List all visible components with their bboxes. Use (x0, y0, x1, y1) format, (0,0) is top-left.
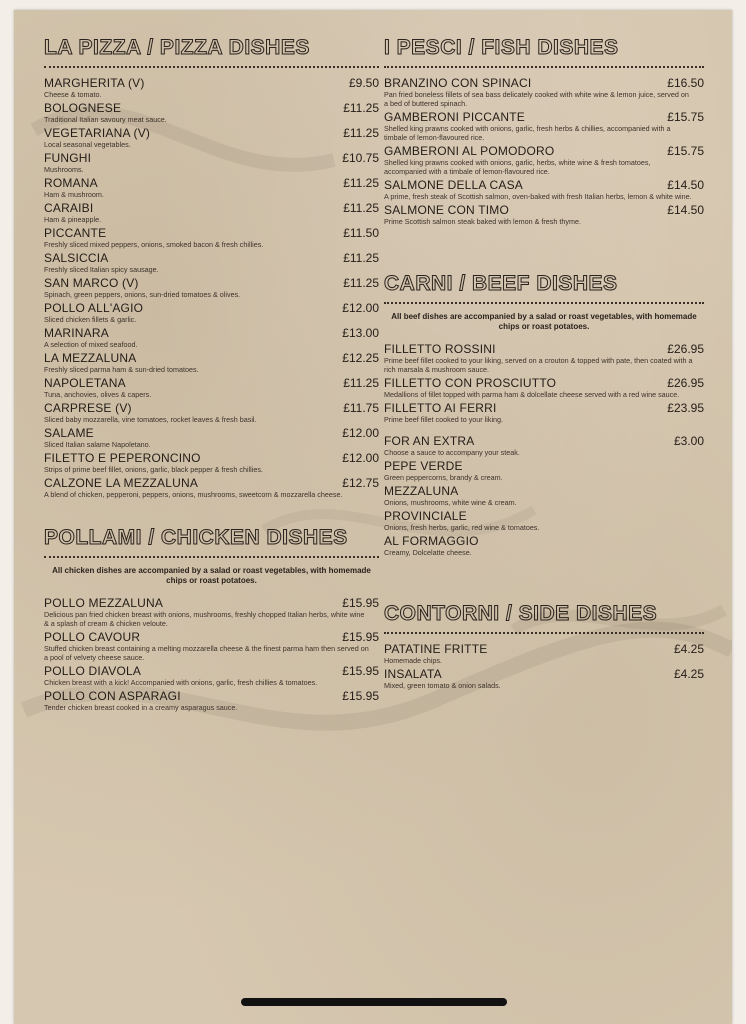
menu-item (384, 144, 704, 176)
menu-item (44, 689, 379, 712)
menu-item-description: Tuna, anchovies, olives & capers. (44, 390, 152, 399)
menu-item-name: BOLOGNESE (44, 101, 122, 115)
menu-item-description: Shelled king prawns cooked with onions, garlic, fresh herbs & chillies, accompanied with a timbale of lemon-flavoured rice. (384, 124, 671, 142)
dotted-divider (44, 66, 379, 68)
menu-item (44, 126, 379, 149)
menu-item-price: £4.25 (673, 642, 704, 656)
menu-item-price: £15.75 (667, 144, 704, 158)
menu-item-name: FILLETTO AI FERRI (384, 401, 497, 415)
menu-item-name: SALAME (44, 426, 94, 440)
chicken-section (44, 526, 379, 714)
menu-item-description: Stuffed chicken breast containing a melting mozzarella cheese & the finest parma ham then served on a pool of velvety cheese sauce. (44, 644, 369, 662)
menu-item (44, 596, 379, 628)
menu-item-description: Sliced baby mozzarella, vine tomatoes, rocket leaves & fresh basil. (44, 415, 257, 424)
menu-item-price: £9.50 (348, 76, 379, 90)
menu-item-price: £12.75 (342, 476, 379, 490)
section-title: I PESCI / FISH DISHES (384, 36, 619, 59)
menu-item-price: £11.25 (343, 376, 379, 390)
section-title: POLLAMI / CHICKEN DISHES (44, 526, 348, 549)
menu-item-price: £12.00 (342, 426, 379, 440)
menu-item-description: Creamy, Dolcelatte cheese. (384, 548, 472, 557)
menu-item-row (44, 664, 379, 678)
menu-item-name: POLLO ALL'AGIO (44, 301, 144, 315)
menu-item-description: A prime, fresh steak of Scottish salmon, oven-baked with fresh Italian herbs, lemon & white wine. (384, 192, 692, 201)
menu-item-description: Traditional Italian savoury meat sauce. (44, 115, 167, 124)
menu-item (384, 376, 704, 399)
menu-page (14, 10, 732, 1024)
section-note: All chicken dishes are accompanied by a salad or roast vegetables, with homemade chips or roast potatoes. (52, 566, 371, 585)
menu-item-price: £11.25 (343, 176, 379, 190)
menu-item-price: £11.25 (343, 251, 379, 265)
menu-item-price: £15.95 (342, 630, 379, 644)
menu-item-description: Choose a sauce to accompany your steak. (384, 448, 520, 457)
menu-item-price: £15.95 (342, 689, 379, 703)
menu-item-name: GAMBERONI AL POMODORO (384, 144, 555, 158)
menu-item-description: Cheese & tomato. (44, 90, 102, 99)
menu-item-name: GAMBERONI PICCANTE (384, 110, 525, 124)
menu-item-row (44, 596, 379, 610)
menu-item-row (384, 342, 704, 356)
menu-item-description: Prime beef fillet cooked to your liking. (384, 415, 504, 424)
menu-item-name: VEGETARIANA (V) (44, 126, 151, 140)
menu-item-price: £3.00 (673, 434, 704, 448)
chicken-items (44, 596, 379, 712)
menu-item-price: £11.25 (343, 101, 379, 115)
menu-item (44, 176, 379, 199)
dotted-divider (384, 302, 704, 304)
menu-item-description: Green peppercorns, brandy & cream. (384, 473, 503, 482)
menu-item (384, 459, 704, 482)
menu-item-description: Freshly sliced Italian spicy sausage. (44, 265, 159, 274)
menu-item-name: FOR AN EXTRA (384, 434, 475, 448)
menu-item-row (384, 642, 704, 656)
menu-item (44, 326, 379, 349)
menu-item (384, 667, 704, 690)
menu-item-name: PATATINE FRITTE (384, 642, 488, 656)
menu-item-row (44, 630, 379, 644)
menu-item-name: SAN MARCO (V) (44, 276, 139, 290)
pizza-items (44, 76, 379, 499)
menu-item-row (44, 451, 379, 465)
menu-item-description: A blend of chicken, pepperoni, peppers, onions, mushrooms, sweetcorn & mozzarella cheese. (44, 490, 343, 499)
menu-item (384, 203, 704, 226)
menu-item-price: £15.95 (342, 664, 379, 678)
menu-item-description: Delicious pan fried chicken breast with onions, mushrooms, freshly chopped Italian herbs, white wine & a splash of cream & chicken veloute. (44, 610, 365, 628)
menu-item (44, 101, 379, 124)
menu-item-name: POLLO CAVOUR (44, 630, 141, 644)
menu-item-description: Pan fried boneless fillets of sea bass delicately cooked with white wine & lemon juice, served on a bed of buttered spinach. (384, 90, 689, 108)
menu-item-row (44, 401, 379, 415)
menu-item-name: BRANZINO CON SPINACI (384, 76, 532, 90)
menu-item-price: £12.00 (342, 451, 379, 465)
menu-item (44, 376, 379, 399)
sides-section (384, 602, 704, 692)
menu-item-row (384, 459, 704, 473)
menu-item-price: £15.75 (667, 110, 704, 124)
menu-item (44, 630, 379, 662)
menu-item-row (44, 326, 379, 340)
menu-item (44, 151, 379, 174)
home-indicator[interactable] (241, 998, 507, 1006)
menu-item-row (384, 178, 704, 192)
menu-item-name: POLLO DIAVOLA (44, 664, 142, 678)
menu-item-row (384, 484, 704, 498)
menu-item-row (44, 101, 379, 115)
menu-item-price: £14.50 (667, 178, 704, 192)
menu-item (44, 401, 379, 424)
menu-item (384, 484, 704, 507)
menu-item (384, 110, 704, 142)
menu-item (384, 434, 704, 457)
menu-item-row (44, 689, 379, 703)
dotted-divider (44, 556, 379, 558)
menu-item-name: NAPOLETANA (44, 376, 126, 390)
menu-item-row (44, 376, 379, 390)
menu-item-row (384, 534, 704, 548)
dotted-divider (384, 66, 704, 68)
menu-item-name: SALSICCIA (44, 251, 109, 265)
menu-item-name: PROVINCIALE (384, 509, 467, 523)
menu-item-description: Freshly sliced mixed peppers, onions, smoked bacon & fresh chillies. (44, 240, 264, 249)
menu-item-name: PICCANTE (44, 226, 107, 240)
menu-item (44, 451, 379, 474)
menu-item-name: LA MEZZALUNA (44, 351, 137, 365)
menu-item-name: INSALATA (384, 667, 442, 681)
menu-item-row (44, 201, 379, 215)
menu-item (384, 401, 704, 424)
menu-item-price: £12.00 (342, 301, 379, 315)
menu-item-name: MARINARA (44, 326, 109, 340)
menu-item-price: £14.50 (667, 203, 704, 217)
menu-item-description: Mushrooms. (44, 165, 84, 174)
menu-item-description: Strips of prime beef fillet, onions, garlic, black pepper & fresh chillies. (44, 465, 263, 474)
menu-item-description: Spinach, green peppers, onions, sun-dried tomatoes & olives. (44, 290, 241, 299)
menu-item (384, 534, 704, 557)
menu-item-name: MEZZALUNA (384, 484, 459, 498)
menu-item-name: FUNGHI (44, 151, 92, 165)
menu-item (384, 642, 704, 665)
menu-item-row (44, 351, 379, 365)
section-title: LA PIZZA / PIZZA DISHES (44, 36, 310, 59)
menu-item-price: £4.25 (673, 667, 704, 681)
beef-items (384, 342, 704, 424)
menu-item-row (384, 401, 704, 415)
menu-item (44, 664, 379, 687)
menu-item (44, 226, 379, 249)
menu-item-row (44, 251, 379, 265)
menu-item-price: £11.75 (343, 401, 379, 415)
beef-section (384, 272, 704, 559)
dotted-divider (384, 632, 704, 634)
menu-item-description: Homemade chips. (384, 656, 442, 665)
menu-item-name: CALZONE LA MEZZALUNA (44, 476, 199, 490)
menu-item-name: PEPE VERDE (384, 459, 463, 473)
menu-item-price: £26.95 (667, 376, 704, 390)
menu-item-description: Chicken breast with a kick! Accompanied with onions, garlic, fresh chillies & tomatoes. (44, 678, 318, 687)
menu-item-price: £16.50 (667, 76, 704, 90)
menu-item-row (384, 509, 704, 523)
beef-extras (384, 434, 704, 557)
menu-item-row (44, 476, 379, 490)
menu-item-name: AL FORMAGGIO (384, 534, 479, 548)
menu-item-row (44, 76, 379, 90)
menu-item-price: £26.95 (667, 342, 704, 356)
menu-item (384, 76, 704, 108)
menu-item-description: Mixed, green tomato & onion salads. (384, 681, 501, 690)
menu-item (44, 351, 379, 374)
menu-item-row (384, 434, 704, 448)
menu-item-price: £12.25 (342, 351, 379, 365)
menu-item-row (44, 151, 379, 165)
menu-item-row (384, 376, 704, 390)
fish-section (384, 36, 704, 228)
pizza-section (44, 36, 379, 501)
menu-item (44, 251, 379, 274)
menu-item-description: Tender chicken breast cooked in a creamy asparagus sauce. (44, 703, 238, 712)
menu-item-name: CARAIBI (44, 201, 94, 215)
menu-item-description: Local seasonal vegetables. (44, 140, 131, 149)
sides-items (384, 642, 704, 690)
section-title: CARNI / BEEF DISHES (384, 272, 618, 295)
menu-item-price: £13.00 (342, 326, 379, 340)
menu-item-row (384, 110, 704, 124)
menu-item (44, 301, 379, 324)
menu-item-name: POLLO CON ASPARAGI (44, 689, 181, 703)
menu-item-description: Shelled king prawns cooked with onions, garlic, herbs, white wine & fresh tomatoes, accompanied with a timbale of lemon-flavoured rice. (384, 158, 651, 176)
menu-item-description: Freshly sliced parma ham & sun-dried tomatoes. (44, 365, 199, 374)
menu-item-row (44, 126, 379, 140)
menu-item (384, 509, 704, 532)
menu-item-description: Medallions of fillet topped with parma ham & dolcellate cheese served with a red wine sauce. (384, 390, 680, 399)
menu-item (44, 476, 379, 499)
menu-item-name: SALMONE CON TIMO (384, 203, 509, 217)
menu-item-description: Sliced chicken fillets & garlic. (44, 315, 137, 324)
menu-item-row (44, 276, 379, 290)
menu-item-description: Ham & mushroom. (44, 190, 104, 199)
menu-item-row (44, 176, 379, 190)
menu-item-name: CARPRESE (V) (44, 401, 132, 415)
menu-item-row (384, 203, 704, 217)
menu-item-price: £11.25 (343, 126, 379, 140)
menu-item-row (384, 667, 704, 681)
menu-item (44, 276, 379, 299)
menu-item-description: Prime Scottish salmon steak baked with lemon & fresh thyme. (384, 217, 581, 226)
menu-item-name: FILLETTO CON PROSCIUTTO (384, 376, 557, 390)
menu-item-price: £11.50 (343, 226, 379, 240)
section-note: All beef dishes are accompanied by a salad or roast vegetables, with homemade chips or roast potatoes. (391, 312, 697, 331)
menu-item-price: £10.75 (342, 151, 379, 165)
menu-item (44, 201, 379, 224)
menu-item-description: Sliced Italian salame Napoletano. (44, 440, 151, 449)
fish-items (384, 76, 704, 226)
menu-item-row (44, 226, 379, 240)
menu-item-description: Ham & pineapple. (44, 215, 102, 224)
menu-item-row (384, 144, 704, 158)
menu-item-name: SALMONE DELLA CASA (384, 178, 523, 192)
menu-item-name: FILETTO E PEPERONCINO (44, 451, 201, 465)
menu-item-name: ROMANA (44, 176, 98, 190)
menu-item-description: Prime beef fillet cooked to your liking, served on a crouton & topped with pate, then coated with a rich marsala & mushroom sauce. (384, 356, 693, 374)
menu-item-description: A selection of mixed seafood. (44, 340, 138, 349)
menu-item-row (44, 301, 379, 315)
menu-item-name: FILLETTO ROSSINI (384, 342, 496, 356)
menu-item-row (44, 426, 379, 440)
menu-item-price: £11.25 (343, 201, 379, 215)
menu-item-description: Onions, fresh herbs, garlic, red wine & tomatoes. (384, 523, 540, 532)
menu-item-name: POLLO MEZZALUNA (44, 596, 164, 610)
menu-item (384, 178, 704, 201)
menu-item (44, 426, 379, 449)
menu-item-price: £11.25 (343, 276, 379, 290)
menu-item-price: £23.95 (667, 401, 704, 415)
menu-item-row (384, 76, 704, 90)
menu-item-description: Onions, mushrooms, white wine & cream. (384, 498, 517, 507)
section-title: CONTORNI / SIDE DISHES (384, 602, 658, 625)
menu-item (44, 76, 379, 99)
menu-item (384, 342, 704, 374)
menu-item-name: MARGHERITA (V) (44, 76, 145, 90)
menu-item-price: £15.95 (342, 596, 379, 610)
